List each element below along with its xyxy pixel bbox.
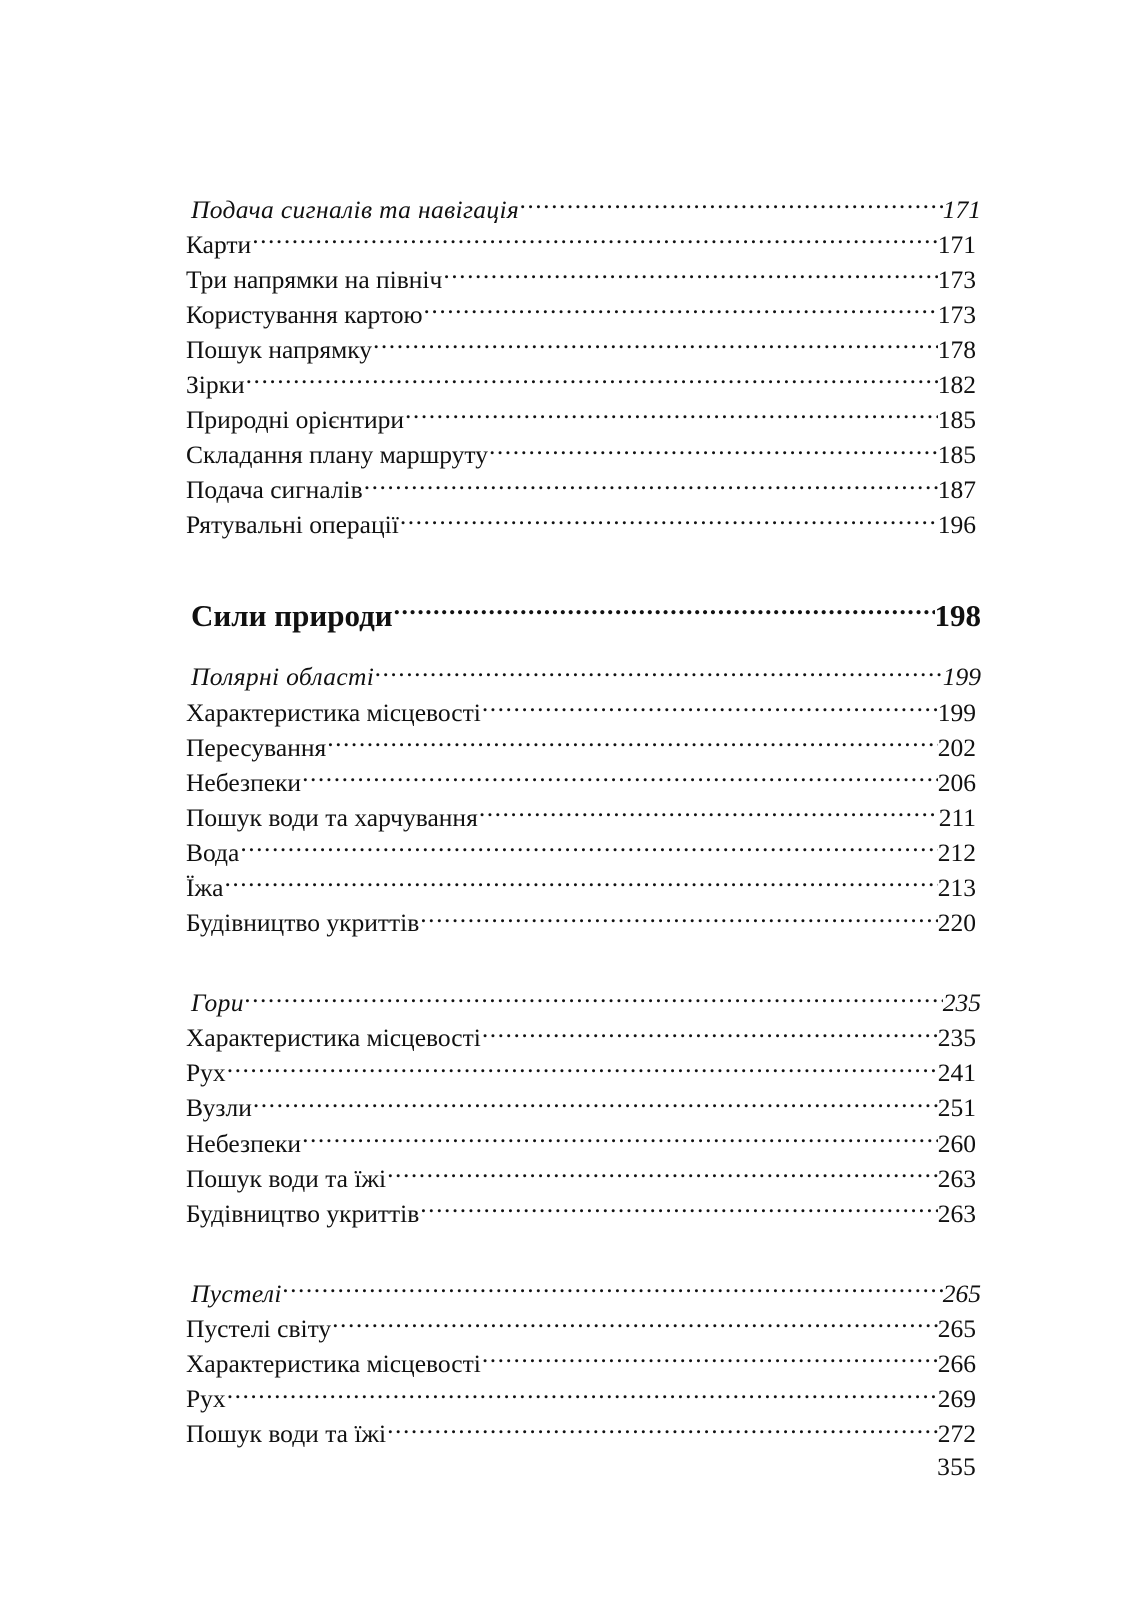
toc-entry-label: Рух xyxy=(186,1058,226,1088)
toc-entry-label: Характеристика місцевості xyxy=(186,1023,481,1053)
toc-entry[interactable] xyxy=(186,730,976,765)
dot-leader xyxy=(332,1311,938,1337)
toc-section-heading-page-number: 235 xyxy=(942,988,981,1018)
section-gap xyxy=(186,941,976,986)
toc-entry-page-number: 235 xyxy=(937,1023,976,1053)
toc-entry-label: Пошук води та їжі xyxy=(186,1163,387,1193)
toc-entry[interactable] xyxy=(186,871,976,906)
dot-leader xyxy=(387,1417,938,1443)
toc-part-heading-label: Сили природи xyxy=(191,597,393,633)
toc-entry[interactable] xyxy=(186,438,976,473)
toc-entry[interactable] xyxy=(186,367,976,402)
toc-entry[interactable] xyxy=(186,765,976,800)
toc-entry-label: Три напрямки на північ xyxy=(186,264,443,294)
dot-leader xyxy=(302,1126,938,1152)
toc-entry-label: Вузли xyxy=(186,1093,252,1123)
toc-entry-page-number: 263 xyxy=(937,1198,976,1228)
toc-section-heading-page-number: 171 xyxy=(942,194,981,224)
toc-entry-page-number: 265 xyxy=(937,1313,976,1343)
toc-entry[interactable] xyxy=(186,262,976,297)
dot-leader xyxy=(482,1021,938,1047)
toc-section-group xyxy=(186,986,981,1232)
toc-section-heading[interactable] xyxy=(191,986,981,1021)
toc-entry-page-number: 263 xyxy=(937,1163,976,1193)
toc-entry-page-number: 251 xyxy=(937,1093,976,1123)
toc-section-heading-label: Пустелі xyxy=(191,1278,282,1308)
toc-entry-label: Небезпеки xyxy=(186,767,302,797)
toc-section-group xyxy=(186,1276,981,1451)
toc-entry-label: Користування картою xyxy=(186,299,423,329)
dot-leader xyxy=(224,871,937,897)
dot-leader xyxy=(364,473,938,499)
toc-entry-label: Їжа xyxy=(186,873,224,902)
toc-entry-page-number: 241 xyxy=(937,1058,976,1088)
toc-section-heading[interactable] xyxy=(191,1276,981,1311)
toc-entry-label: Пошук напрямку xyxy=(186,334,372,364)
toc-section-group xyxy=(186,192,981,543)
dot-leader xyxy=(420,1196,937,1222)
toc-entry-label: Пересування xyxy=(186,732,327,762)
page-folio-number: 355 xyxy=(937,1451,976,1481)
toc-section-heading[interactable] xyxy=(191,192,981,227)
toc-entry-page-number: 206 xyxy=(937,767,976,797)
toc-entry-page-number: 173 xyxy=(937,299,976,329)
toc-section-heading-label: Гори xyxy=(191,988,244,1018)
dot-leader xyxy=(443,262,937,288)
dot-leader xyxy=(245,986,943,1012)
toc-entry[interactable] xyxy=(186,1347,976,1382)
toc-entry-label: Небезпеки xyxy=(186,1128,302,1158)
toc-entry[interactable] xyxy=(186,403,976,438)
toc-entry[interactable] xyxy=(186,508,976,543)
toc-entry-label: Пустелі світу xyxy=(186,1313,332,1343)
dot-leader xyxy=(327,730,938,756)
dot-leader xyxy=(479,800,939,826)
toc-entry-page-number: 202 xyxy=(937,732,976,762)
dot-leader xyxy=(375,660,943,686)
toc-entry[interactable] xyxy=(186,906,976,941)
toc-section-group xyxy=(186,660,981,941)
toc-entry-page-number: 213 xyxy=(937,873,976,902)
toc-entry-label: Характеристика місцевості xyxy=(186,1349,481,1379)
toc-entry-page-number: 269 xyxy=(937,1384,976,1414)
dot-leader xyxy=(420,906,937,932)
toc-part-group xyxy=(186,595,981,636)
dot-leader xyxy=(252,227,938,253)
toc-entry-page-number: 178 xyxy=(937,334,976,364)
dot-leader xyxy=(405,403,938,429)
toc-entry[interactable] xyxy=(186,1161,976,1196)
toc-section-heading[interactable] xyxy=(191,660,981,695)
toc-entry-label: Складання плану маршруту xyxy=(186,440,488,470)
toc-entry-page-number: 266 xyxy=(937,1349,976,1379)
toc-entry-label: Рятувальні операції xyxy=(186,510,399,540)
dot-leader xyxy=(387,1161,938,1187)
dot-leader xyxy=(520,192,943,218)
dot-leader xyxy=(240,835,937,861)
toc-entry[interactable] xyxy=(186,1056,976,1091)
dot-leader xyxy=(489,438,938,464)
toc-entry[interactable] xyxy=(186,332,976,367)
toc-entry-page-number: 185 xyxy=(937,405,976,435)
toc-entry-page-number: 199 xyxy=(937,697,976,727)
toc-entry-label: Рух xyxy=(186,1384,226,1414)
toc-entry-page-number: 272 xyxy=(937,1419,976,1449)
toc-entry-page-number: 171 xyxy=(937,229,976,259)
dot-leader xyxy=(424,297,938,323)
toc-entry-label: Подача сигналів xyxy=(186,475,363,505)
toc-entry-page-number: 212 xyxy=(937,837,976,867)
section-gap xyxy=(186,1231,976,1276)
toc-entry-label: Вода xyxy=(186,837,240,867)
dot-leader xyxy=(302,765,938,791)
toc-entry-label: Характеристика місцевості xyxy=(186,697,481,727)
dot-leader xyxy=(253,1091,938,1117)
toc-part-heading[interactable] xyxy=(191,595,981,636)
toc-entry-page-number: 196 xyxy=(937,510,976,540)
toc-entry-page-number: 220 xyxy=(937,908,976,938)
toc-entry-label: Пошук води та їжі xyxy=(186,1419,387,1449)
toc-entry-page-number: 173 xyxy=(937,264,976,294)
dot-leader xyxy=(227,1382,938,1408)
dot-leader xyxy=(482,1347,938,1373)
toc-entry-label: Будівництво укриттів xyxy=(186,1198,420,1228)
dot-leader xyxy=(246,367,938,393)
toc-entry[interactable] xyxy=(186,1417,976,1452)
toc-section-heading-page-number: 199 xyxy=(942,662,981,692)
toc-entry[interactable] xyxy=(186,297,976,332)
toc-section-heading-page-number: 265 xyxy=(942,1278,981,1308)
toc-part-heading-page-number: 198 xyxy=(934,597,981,633)
toc-entry-label: Будівництво укриттів xyxy=(186,908,420,938)
dot-leader xyxy=(373,332,938,358)
toc-entry-label: Зірки xyxy=(186,369,245,399)
section-gap xyxy=(186,636,976,660)
table-of-contents xyxy=(186,192,981,1452)
toc-section-heading-label: Полярні області xyxy=(191,662,375,692)
toc-entry[interactable] xyxy=(186,1126,976,1161)
toc-section-heading-label: Подача сигналів та навігація xyxy=(191,194,520,224)
section-gap xyxy=(186,543,976,595)
toc-entry[interactable] xyxy=(186,1021,976,1056)
toc-entry-page-number: 211 xyxy=(938,802,976,832)
toc-entry[interactable] xyxy=(186,1311,976,1346)
toc-entry[interactable] xyxy=(186,473,976,508)
toc-entry-page-number: 185 xyxy=(937,440,976,470)
dot-leader xyxy=(394,595,935,626)
toc-entry-label: Карти xyxy=(186,229,252,259)
dot-leader xyxy=(227,1056,938,1082)
toc-entry-page-number: 260 xyxy=(937,1128,976,1158)
toc-entry-page-number: 187 xyxy=(937,475,976,505)
toc-entry[interactable] xyxy=(186,695,976,730)
toc-entry[interactable] xyxy=(186,227,976,262)
toc-entry[interactable] xyxy=(186,835,976,870)
toc-entry-label: Пошук води та харчування xyxy=(186,802,478,832)
dot-leader xyxy=(400,508,938,534)
dot-leader xyxy=(283,1276,943,1302)
toc-entry[interactable] xyxy=(186,1382,976,1417)
toc-entry-label: Природні орієнтири xyxy=(186,405,405,435)
dot-leader xyxy=(482,695,938,721)
toc-entry[interactable] xyxy=(186,1196,976,1231)
toc-entry[interactable] xyxy=(186,800,976,835)
toc-entry-page-number: 182 xyxy=(937,369,976,399)
toc-entry[interactable] xyxy=(186,1091,976,1126)
